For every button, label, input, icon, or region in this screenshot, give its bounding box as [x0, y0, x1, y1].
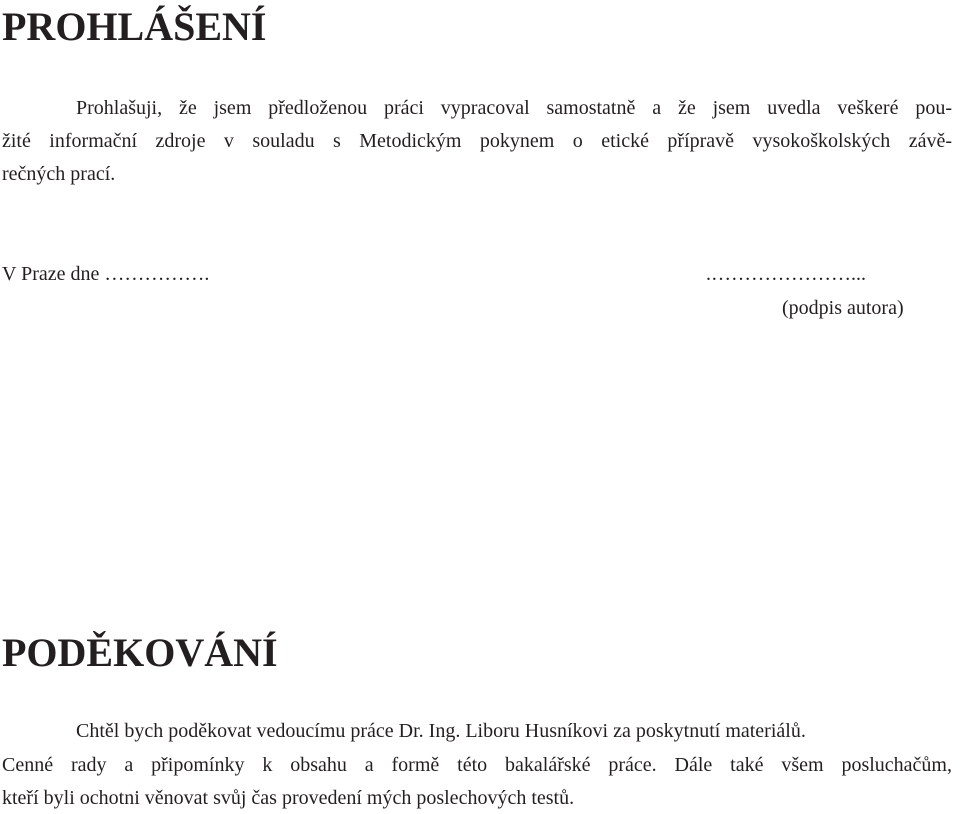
place-date-line: V Praze dne …………….: [2, 263, 210, 285]
declaration-line-1: Prohlašuji, že jsem předloženou práci vypracoval samostatně a že jsem uvedla veškeré pou-: [76, 97, 952, 119]
declaration-line-2: žité informační zdroje v souladu s Metodickým pokynem o etické přípravě vysokoškolských závě-: [2, 130, 952, 152]
declaration-line-3: rečných prací.: [2, 163, 116, 185]
signature-line: .…………………...: [706, 263, 866, 285]
acknowledgement-line-3: kteří byli ochotni věnovat svůj čas provedení mých poslechových testů.: [2, 787, 575, 809]
acknowledgement-line-1: Chtěl bych poděkovat vedoucímu práce Dr. Ing. Liboru Husníkovi za poskytnutí materiálů.: [76, 720, 806, 742]
signature-caption: (podpis autora): [782, 297, 904, 319]
acknowledgement-line-2: Cenné rady a připomínky k obsahu a formě této bakalářské práce. Dále také všem posluchačům,: [2, 754, 952, 776]
acknowledgement-heading: PODĚKOVÁNÍ: [2, 630, 278, 675]
declaration-heading: PROHLÁŠENÍ: [2, 4, 267, 49]
